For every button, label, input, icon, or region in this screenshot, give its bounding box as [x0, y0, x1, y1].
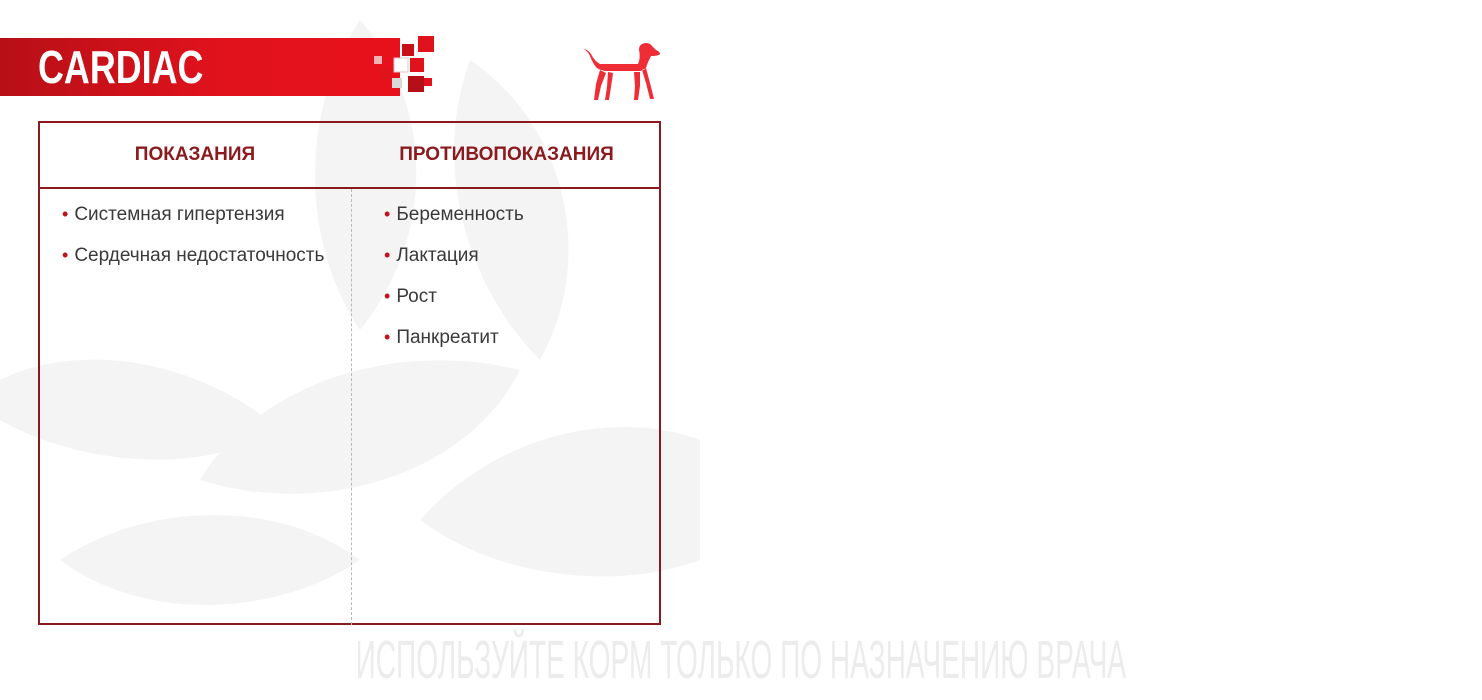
list-item: [62, 242, 342, 269]
contraindications-list: [384, 201, 644, 365]
page-title: CARDIAC: [38, 41, 204, 93]
indications-heading: ПОКАЗАНИЯ: [134, 144, 256, 165]
list-item: [62, 201, 342, 228]
list-item: [384, 201, 644, 228]
footer-text: ИСПОЛЬЗУЙТЕ КОРМ ТОЛЬКО ПО НАЗНАЧЕНИЮ ВРАЧА: [355, 630, 1127, 690]
indications-list: [62, 201, 342, 283]
pixel-squares-icon: [370, 32, 440, 102]
list-item: [384, 324, 644, 351]
bullet-icon: •: [384, 327, 391, 347]
indication-text: Сердечная недостаточность: [74, 245, 325, 266]
contraindications-heading: ПРОТИВОПОКАЗАНИЯ: [399, 144, 614, 165]
contraindication-text: Панкреатит: [396, 327, 499, 348]
list-item: [384, 283, 644, 310]
column-divider: [351, 189, 352, 625]
dog-silhouette-icon: [580, 40, 662, 106]
footer-disclaimer: [0, 628, 1127, 692]
contraindication-text: Лактация: [396, 245, 479, 266]
table-header: [40, 123, 659, 189]
indication-text: Системная гипертензия: [74, 204, 285, 225]
bullet-icon: •: [384, 204, 391, 224]
list-item: [384, 242, 644, 269]
contraindication-text: Рост: [396, 286, 437, 307]
contraindication-text: Беременность: [396, 204, 524, 225]
bullet-icon: •: [62, 204, 69, 224]
bullet-icon: •: [384, 245, 391, 265]
indications-table: [38, 121, 661, 625]
bullet-icon: •: [384, 286, 391, 306]
bullet-icon: •: [62, 245, 69, 265]
